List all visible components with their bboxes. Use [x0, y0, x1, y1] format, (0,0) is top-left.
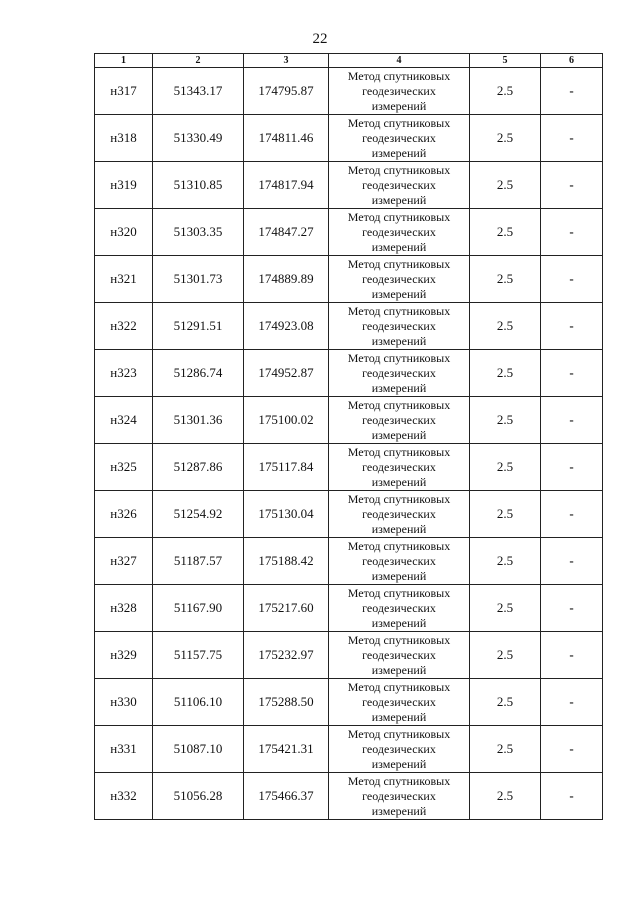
y-coordinate-cell: 174889.89: [244, 256, 329, 303]
y-coordinate-cell: 175421.31: [244, 726, 329, 773]
y-coordinate-cell: 174817.94: [244, 162, 329, 209]
point-number-cell: н329: [95, 632, 153, 679]
accuracy-cell: 2.5: [470, 350, 541, 397]
method-cell: Метод спутниковых геодезических измерений: [329, 115, 470, 162]
method-cell: Метод спутниковых геодезических измерений: [329, 397, 470, 444]
point-number-cell: н332: [95, 773, 153, 820]
note-cell: -: [541, 679, 603, 726]
method-cell: Метод спутниковых геодезических измерений: [329, 679, 470, 726]
point-number-cell: н318: [95, 115, 153, 162]
point-number-cell: н324: [95, 397, 153, 444]
coordinates-table: [94, 53, 603, 820]
point-number-cell: н327: [95, 538, 153, 585]
point-number-cell: н320: [95, 209, 153, 256]
accuracy-cell: 2.5: [470, 209, 541, 256]
y-coordinate-cell: 175466.37: [244, 773, 329, 820]
x-coordinate-cell: 51303.35: [153, 209, 244, 256]
header-row: [95, 54, 603, 68]
accuracy-cell: 2.5: [470, 444, 541, 491]
x-coordinate-cell: 51157.75: [153, 632, 244, 679]
method-cell: Метод спутниковых геодезических измерений: [329, 162, 470, 209]
column-header-2: 2: [153, 54, 244, 68]
accuracy-cell: 2.5: [470, 68, 541, 115]
accuracy-cell: 2.5: [470, 726, 541, 773]
point-number-cell: н330: [95, 679, 153, 726]
point-number-cell: н323: [95, 350, 153, 397]
table-row: [95, 303, 603, 350]
note-cell: -: [541, 726, 603, 773]
method-cell: Метод спутниковых геодезических измерений: [329, 726, 470, 773]
point-number-cell: н321: [95, 256, 153, 303]
accuracy-cell: 2.5: [470, 256, 541, 303]
accuracy-cell: 2.5: [470, 303, 541, 350]
x-coordinate-cell: 51087.10: [153, 726, 244, 773]
y-coordinate-cell: 175188.42: [244, 538, 329, 585]
accuracy-cell: 2.5: [470, 538, 541, 585]
accuracy-cell: 2.5: [470, 491, 541, 538]
y-coordinate-cell: 174847.27: [244, 209, 329, 256]
x-coordinate-cell: 51286.74: [153, 350, 244, 397]
table-header: [95, 54, 603, 68]
table-row: [95, 209, 603, 256]
y-coordinate-cell: 174952.87: [244, 350, 329, 397]
x-coordinate-cell: 51301.36: [153, 397, 244, 444]
note-cell: -: [541, 162, 603, 209]
method-cell: Метод спутниковых геодезических измерений: [329, 773, 470, 820]
method-cell: Метод спутниковых геодезических измерений: [329, 303, 470, 350]
accuracy-cell: 2.5: [470, 162, 541, 209]
point-number-cell: н328: [95, 585, 153, 632]
column-header-5: 5: [470, 54, 541, 68]
x-coordinate-cell: 51330.49: [153, 115, 244, 162]
x-coordinate-cell: 51254.92: [153, 491, 244, 538]
point-number-cell: н322: [95, 303, 153, 350]
point-number-cell: н317: [95, 68, 153, 115]
note-cell: -: [541, 773, 603, 820]
table-row: [95, 162, 603, 209]
point-number-cell: н319: [95, 162, 153, 209]
x-coordinate-cell: 51343.17: [153, 68, 244, 115]
note-cell: -: [541, 209, 603, 256]
method-cell: Метод спутниковых геодезических измерений: [329, 350, 470, 397]
table-row: [95, 444, 603, 491]
table-row: [95, 491, 603, 538]
table-row: [95, 538, 603, 585]
note-cell: -: [541, 585, 603, 632]
accuracy-cell: 2.5: [470, 115, 541, 162]
accuracy-cell: 2.5: [470, 632, 541, 679]
method-cell: Метод спутниковых геодезических измерений: [329, 256, 470, 303]
table-row: [95, 350, 603, 397]
x-coordinate-cell: 51106.10: [153, 679, 244, 726]
table-row: [95, 256, 603, 303]
y-coordinate-cell: 175117.84: [244, 444, 329, 491]
table-row: [95, 773, 603, 820]
method-cell: Метод спутниковых геодезических измерений: [329, 491, 470, 538]
note-cell: -: [541, 256, 603, 303]
method-cell: Метод спутниковых геодезических измерений: [329, 209, 470, 256]
note-cell: -: [541, 68, 603, 115]
x-coordinate-cell: 51301.73: [153, 256, 244, 303]
note-cell: -: [541, 632, 603, 679]
page-number: 22: [312, 31, 328, 47]
note-cell: -: [541, 491, 603, 538]
x-coordinate-cell: 51291.51: [153, 303, 244, 350]
y-coordinate-cell: 175217.60: [244, 585, 329, 632]
note-cell: -: [541, 538, 603, 585]
note-cell: -: [541, 115, 603, 162]
table-body: [95, 68, 603, 820]
accuracy-cell: 2.5: [470, 397, 541, 444]
table-row: [95, 632, 603, 679]
y-coordinate-cell: 174795.87: [244, 68, 329, 115]
x-coordinate-cell: 51310.85: [153, 162, 244, 209]
y-coordinate-cell: 175232.97: [244, 632, 329, 679]
x-coordinate-cell: 51287.86: [153, 444, 244, 491]
method-cell: Метод спутниковых геодезических измерений: [329, 585, 470, 632]
column-header-4: 4: [329, 54, 470, 68]
table-row: [95, 68, 603, 115]
accuracy-cell: 2.5: [470, 679, 541, 726]
method-cell: Метод спутниковых геодезических измерений: [329, 68, 470, 115]
y-coordinate-cell: 174811.46: [244, 115, 329, 162]
table-row: [95, 679, 603, 726]
table-row: [95, 726, 603, 773]
x-coordinate-cell: 51167.90: [153, 585, 244, 632]
y-coordinate-cell: 174923.08: [244, 303, 329, 350]
table-row: [95, 397, 603, 444]
y-coordinate-cell: 175130.04: [244, 491, 329, 538]
method-cell: Метод спутниковых геодезических измерений: [329, 444, 470, 491]
note-cell: -: [541, 397, 603, 444]
note-cell: -: [541, 444, 603, 491]
y-coordinate-cell: 175100.02: [244, 397, 329, 444]
point-number-cell: н325: [95, 444, 153, 491]
x-coordinate-cell: 51187.57: [153, 538, 244, 585]
table-row: [95, 115, 603, 162]
note-cell: -: [541, 350, 603, 397]
point-number-cell: н331: [95, 726, 153, 773]
table-row: [95, 585, 603, 632]
column-header-1: 1: [95, 54, 153, 68]
y-coordinate-cell: 175288.50: [244, 679, 329, 726]
x-coordinate-cell: 51056.28: [153, 773, 244, 820]
column-header-3: 3: [244, 54, 329, 68]
method-cell: Метод спутниковых геодезических измерений: [329, 538, 470, 585]
accuracy-cell: 2.5: [470, 773, 541, 820]
method-cell: Метод спутниковых геодезических измерений: [329, 632, 470, 679]
column-header-6: 6: [541, 54, 603, 68]
note-cell: -: [541, 303, 603, 350]
point-number-cell: н326: [95, 491, 153, 538]
accuracy-cell: 2.5: [470, 585, 541, 632]
